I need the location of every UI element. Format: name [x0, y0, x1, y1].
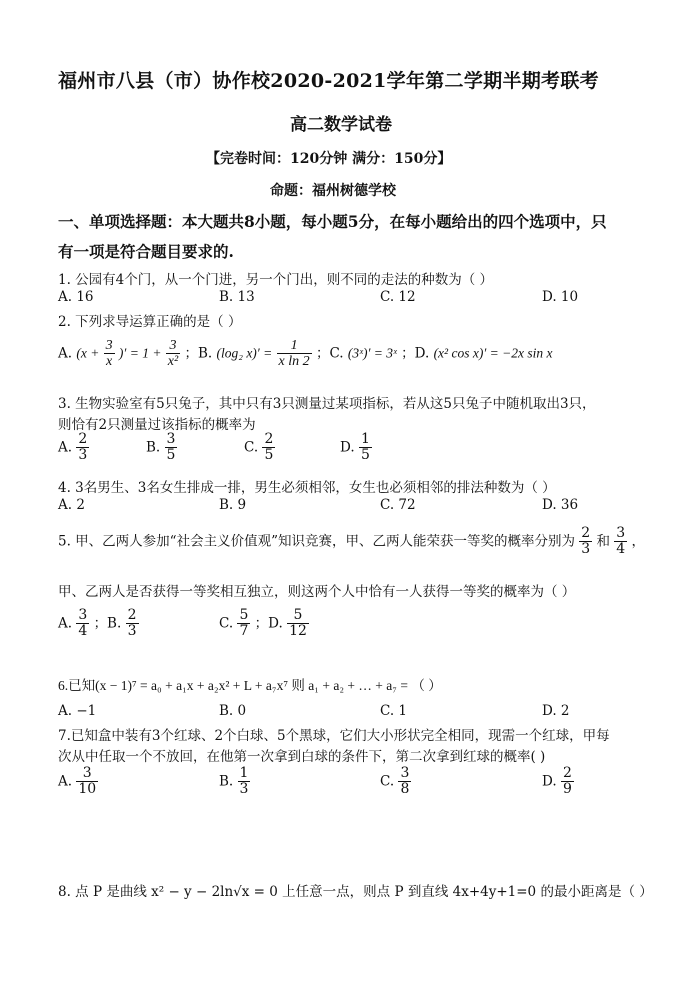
question-3-option-b [146, 432, 177, 464]
question-4-option-d: D. 36 [542, 497, 579, 513]
q5-f2-den: 4 [616, 541, 626, 558]
question-7-option-a [58, 766, 98, 798]
q5-b-label: ；B. [93, 615, 122, 632]
question-5-options-ab [58, 608, 139, 640]
q5-comma: ， [631, 533, 646, 550]
q5-d-den: 12 [289, 623, 307, 640]
q7-a-den: 10 [78, 781, 97, 798]
q5-b-frac [126, 608, 139, 640]
q2-a-rhs-frac [166, 338, 180, 370]
question-7-option-c [380, 766, 411, 798]
section-heading-line2: 有一项是符合题目要求的. [58, 242, 234, 261]
q5-d-frac [287, 608, 309, 640]
question-6-option-a: A. −1 [58, 703, 97, 719]
question-3-option-d [340, 432, 372, 464]
q7-c-label: C. [380, 773, 395, 790]
question-4-option-c: C. 72 [380, 497, 416, 513]
q7-c-num: 3 [400, 765, 410, 781]
exam-title: 福州市八县（市）协作校2020-2021学年第二学期半期考联考 [58, 70, 599, 92]
q2-a-lhs-pre: (x + [76, 345, 100, 361]
question-5-options-cd [219, 608, 309, 640]
q2-a-label: A. [58, 345, 73, 362]
q2-a-sep: ；B. [184, 345, 213, 362]
exam-subtitle: 高二数学试卷 [290, 115, 392, 135]
question-1-option-c: C. 12 [380, 289, 416, 305]
question-8-stem: 8. 点 P 是曲线 x² − y − 2ln√x = 0 上任意一点，则点 P 到直线 4x+4y+1=0 的最小距离是（ ） [58, 884, 653, 900]
q2-b-sep: ；C. [315, 345, 344, 362]
q3-a-label: A. [58, 439, 73, 456]
q5-a-frac [76, 608, 89, 640]
q2-c-expr: (3ˣ)′ = 3ˣ [347, 345, 397, 361]
q5-f1-num: 2 [581, 525, 591, 541]
q2-a-lhs-frac [104, 338, 115, 370]
exam-time-info: 【完卷时间：120分钟 满分：150分】 [206, 151, 452, 167]
q7-c-den: 8 [400, 781, 410, 798]
question-5-stem-line2: 甲、乙两人是否获得一等奖相互独立，则这两个人中恰有一人获得一等奖的概率为（ ） [58, 584, 576, 600]
q3-c-den: 5 [264, 447, 274, 464]
question-4-stem: 4. 3名男生、3名女生排成一排，男生必须相邻，女生也必须相邻的排法种数为（ ） [58, 480, 556, 496]
q3-b-num: 3 [166, 431, 176, 447]
question-6-option-c: C. 1 [380, 703, 408, 719]
q2-b-num: 1 [290, 338, 298, 353]
q5-stem-pre: 5. 甲、乙两人参加“社会主义价值观”知识竞赛，甲、乙两人能荣获一等奖的概率分别为 [58, 533, 575, 550]
q5-frac-2 [614, 526, 627, 558]
question-3-option-c [244, 432, 275, 464]
q5-a-num: 3 [78, 607, 88, 623]
q3-d-den: 5 [360, 447, 370, 464]
q5-c-label: C. [219, 615, 234, 632]
question-6-option-b: B. 0 [219, 703, 247, 719]
q7-d-den: 9 [562, 781, 572, 798]
q3-a-num: 2 [78, 431, 88, 447]
question-7-option-b [219, 766, 250, 798]
q7-b-den: 3 [239, 781, 249, 798]
question-1-option-d: D. 10 [542, 289, 579, 305]
q7-a-label: A. [58, 773, 73, 790]
q3-d-label: D. [340, 439, 355, 456]
question-4-option-a: A. 2 [58, 497, 85, 513]
q5-d-num: 5 [293, 607, 303, 623]
q7-b-frac [238, 766, 251, 798]
q5-c-num: 5 [239, 607, 249, 623]
question-1-option-b: B. 13 [219, 289, 255, 305]
q2-b-den: x ln 2 [278, 354, 310, 370]
q2-a-lhs-num: 3 [105, 338, 113, 353]
q5-frac-1 [579, 526, 592, 558]
q5-c-frac [237, 608, 250, 640]
question-1-stem: 1. 公园有4个门，从一个门进，另一个门出，则不同的走法的种数为（ ） [58, 272, 494, 288]
q3-c-label: C. [244, 439, 259, 456]
q7-b-label: B. [219, 773, 234, 790]
q2-a-lhs-post: )′ = 1 + [118, 345, 162, 361]
q5-d-label: ；D. [254, 615, 283, 632]
q2-a-rhs-num: 3 [169, 338, 177, 353]
question-6-stem: 6.已知(x − 1)⁷ = a₀ + a₁x + a₂x² + L + a₇x⁷ 则 a₁ + a₂ + … + a₇ = （ ） [58, 678, 442, 693]
question-3-option-a [58, 432, 89, 464]
q5-b-num: 2 [127, 607, 137, 623]
q2-b-lhs: (log₂ x)′ = [216, 345, 273, 361]
q5-a-den: 4 [78, 623, 88, 640]
q5-a-label: A. [58, 615, 73, 632]
q3-d-num: 1 [360, 431, 370, 447]
q2-c-sep: ；D. [401, 345, 430, 362]
q7-a-frac [76, 766, 98, 798]
q2-d-expr: (x² cos x)′ = −2x sin x [433, 345, 553, 361]
question-2-stem: 2. 下列求导运算正确的是（ ） [58, 314, 242, 330]
q3-c-frac [262, 432, 275, 464]
q3-b-label: B. [146, 439, 161, 456]
q5-b-den: 3 [127, 623, 137, 640]
q3-a-den: 3 [78, 447, 88, 464]
section-heading-line1: 一、单项选择题：本大题共8小题，每小题5分，在每小题给出的四个选项中，只 [58, 212, 607, 231]
q2-a-rhs-den: x² [167, 354, 179, 370]
q3-b-den: 5 [166, 447, 176, 464]
question-4-option-b: B. 9 [219, 497, 247, 513]
question-7-option-d [542, 766, 574, 798]
q3-d-frac [359, 432, 372, 464]
question-1-option-a: A. 16 [58, 289, 94, 305]
question-3-stem-line1: 3. 生物实验室有5只兔子，其中只有3只测量过某项指标，若从这5只兔子中随机取出3只， [58, 396, 596, 412]
question-6-option-d: D. 2 [542, 703, 570, 719]
question-2-options [58, 338, 553, 370]
exam-author: 命题：福州树德学校 [270, 183, 396, 199]
q2-b-frac [277, 338, 312, 370]
question-7-stem-line1: 7.已知盒中装有3个红球、2个白球、5个黑球，它们大小形状完全相同，现需一个红球，甲每 [58, 728, 610, 744]
q2-a-lhs-den: x [104, 353, 115, 369]
question-5-stem-line1 [58, 526, 645, 558]
q7-c-frac [398, 766, 411, 798]
q3-b-frac [165, 432, 178, 464]
q7-d-num: 2 [562, 765, 572, 781]
q3-a-frac [76, 432, 89, 464]
q5-f1-den: 3 [581, 541, 591, 558]
q7-a-num: 3 [82, 765, 92, 781]
q5-c-den: 7 [239, 623, 249, 640]
q7-d-label: D. [542, 773, 557, 790]
q7-d-frac [561, 766, 574, 798]
q5-f2-num: 3 [616, 525, 626, 541]
question-7-stem-line2: 次从中任取一个不放回，在他第一次拿到白球的条件下，第二次拿到红球的概率( ) [58, 749, 546, 765]
question-3-stem-line2: 则恰有2只测量过该指标的概率为 [58, 417, 256, 433]
q3-c-num: 2 [264, 431, 274, 447]
q7-b-num: 1 [239, 765, 249, 781]
q5-and: 和 [596, 533, 610, 550]
